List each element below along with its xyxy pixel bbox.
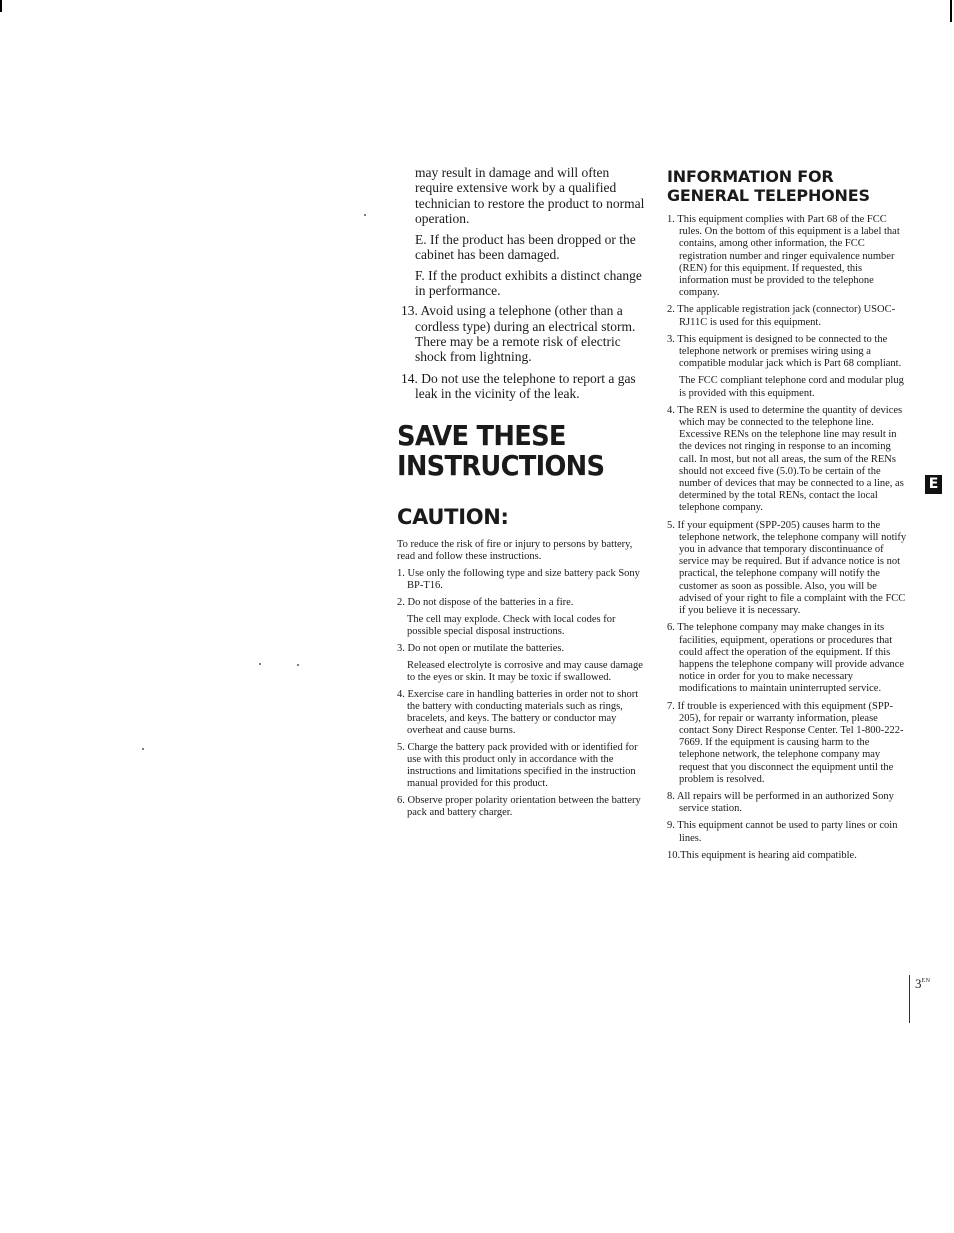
scan-speck: [364, 214, 366, 216]
section-heading-line-1: INFORMATION FOR: [667, 167, 834, 186]
fcc-item-3: 3. This equipment is designed to be connected to the telephone network or premises wiring using a compatible modular jack which is Part 68 compliant.: [667, 333, 902, 370]
caution-item-5: 5. Charge the battery pack provided with or identified for use with this product only in accordance with the instructions and limitations specified in the instruction manual provided for this product.: [397, 742, 638, 790]
scan-edge-mark-right: [950, 0, 952, 22]
safety-item-13: 13. Avoid using a telephone (other than a cordless type) during an electrical storm. There may be a remote risk of electric shock from lightning.: [401, 303, 636, 365]
fcc-item-5: 5. If your equipment (SPP-205) causes harm to the telephone network, the telephone company will notify you in advance that temporary discontinuance of service may be required. But if advance notice is not practical, the telephone company will notify the customer as soon as possible. Also, you will be advised of your right to file a complaint with the FCC if you believe it is necessary.: [667, 519, 907, 617]
left-column: [397, 165, 647, 824]
fcc-item-4: 4. The REN is used to determine the quantity of devices which may be connected to the telephone line. Excessive RENs on the telephone line may result in the devices not ringing in response to an incoming call. In most, but not all areas, the sum of the RENs should not exceed five (5.0).To be certain of the number of devices that may be connected to a line, as determined by the total RENs, contact the local telephone company.: [667, 404, 904, 514]
caution-item-3-note: Released electrolyte is corrosive and may cause damage to the eyes or skin. It may be toxic if swallowed.: [407, 660, 643, 684]
fcc-item-10: 10.This equipment is hearing aid compatible.: [667, 849, 857, 861]
caution-item-2-note: The cell may explode. Check with local codes for possible special disposal instructions.: [407, 614, 616, 638]
save-title-line-1: SAVE THESE: [397, 419, 566, 453]
save-title-line-2: INSTRUCTIONS: [397, 449, 605, 483]
page-number-value: 3: [915, 976, 922, 991]
fcc-item-1: 1. This equipment complies with Part 68 of the FCC rules. On the bottom of this equipment is a label that contains, among other information, the FCC registration number and ringer equivalence number (REN) for this equipment. If requested, this information must be provided to the telephone company.: [667, 214, 900, 299]
caution-item-4: 4. Exercise care in handling batteries in order not to short the battery with conducting materials such as rings, bracelets, and keys. The battery or conductor may overheat and cause burns.: [397, 689, 639, 737]
section-heading-line-2: GENERAL TELEPHONES: [667, 186, 870, 205]
caution-item-6: 6. Observe proper polarity orientation between the battery pack and battery charger.: [397, 795, 641, 819]
right-column: [667, 167, 907, 867]
scan-speck: [297, 664, 299, 666]
continuation-paragraph: may result in damage and will often require extensive work by a qualified technician to restore the product to normal operation.: [415, 165, 645, 226]
save-instructions-title: [397, 421, 627, 481]
fcc-item-7: 7. If trouble is experienced with this equipment (SPP-205), for repair or warranty information, please contact Sony Direct Response Center. Tel 1-800-222-7669. If the equipment is causing harm to the telephone network, the telephone company may request that you disconnect the equipment until the problem is resolved.: [667, 700, 904, 785]
fcc-item-3-note: The FCC compliant telephone cord and modular plug is provided with this equipment.: [679, 375, 904, 399]
section-heading-general-telephones: [667, 167, 907, 205]
sub-item-e: E. If the product has been dropped or the cabinet has been damaged.: [415, 232, 636, 263]
safety-item-14: 14. Do not use the telephone to report a gas leak in the vicinity of the leak.: [401, 370, 636, 401]
fcc-item-8: 8. All repairs will be performed in an authorized Sony service station.: [667, 790, 894, 815]
caution-item-3: 3. Do not open or mutilate the batteries.: [397, 643, 565, 655]
caution-title: CAUTION:: [397, 505, 509, 530]
scan-speck: [142, 748, 144, 750]
page-number: [915, 973, 931, 992]
fcc-item-9: 9. This equipment cannot be used to party lines or coin lines.: [667, 820, 898, 844]
sub-item-f: F. If the product exhibits a distinct change in performance.: [415, 267, 642, 299]
page-number-rule: [909, 975, 910, 1023]
fcc-item-2: 2. The applicable registration jack (connector) USOC-RJ11C is used for this equipment.: [667, 304, 896, 328]
section-tab-e: E: [925, 475, 942, 494]
scan-speck: [259, 663, 261, 665]
scan-edge-mark-left: [0, 0, 2, 12]
caution-item-1: 1. Use only the following type and size battery pack Sony BP-T16.: [397, 568, 640, 592]
page-number-suffix: EN: [921, 978, 931, 984]
fcc-item-6: 6. The telephone company may make changes in its facilities, equipment, operations or procedures that could affect the operation of the equipment. If this happens the telephone company will provide advance notice in order for you to make necessary modifications to maintain uninterrupted service.: [667, 622, 905, 695]
caution-item-2: 2. Do not dispose of the batteries in a fire.: [397, 597, 574, 609]
caution-intro: To reduce the risk of fire or injury to persons by battery, read and follow these instructions.: [397, 539, 633, 563]
